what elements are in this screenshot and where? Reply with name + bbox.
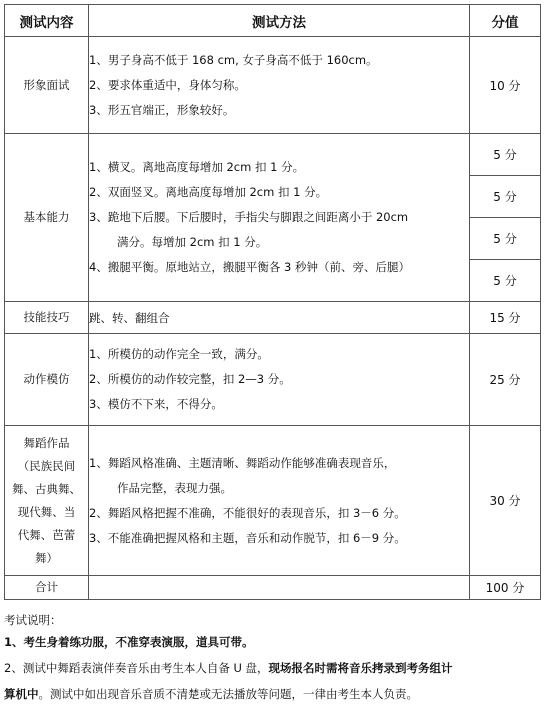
header-item: 测试内容 (5, 5, 89, 37)
item-dance (5, 426, 89, 576)
score-basic-1: 5 分 (470, 134, 541, 176)
method-line: 2、舞蹈风格把握不准确，不能很好的表现音乐，扣 3－6 分。 (89, 505, 406, 520)
score-table (4, 4, 541, 600)
item-dance-line: 舞） (35, 550, 58, 565)
method-line: 3、模仿不下来，不得分。 (89, 397, 223, 411)
row-appearance (5, 37, 541, 134)
method-skills: 跳、转、翻组合 (89, 302, 470, 334)
method-imitation (89, 334, 470, 426)
row-basic (5, 134, 541, 176)
score-basic-2: 5 分 (470, 176, 541, 218)
notes-line-3 (4, 681, 544, 707)
item-dance-line: （民族民间 (17, 458, 76, 473)
method-line: 作品完整，表现力强。 (117, 480, 232, 495)
item-basic: 基本能力 (5, 134, 89, 302)
method-line: 2、所模仿的动作较完整，扣 2—3 分。 (89, 372, 291, 386)
notes-title: 考试说明： (4, 613, 62, 627)
item-dance-line: 舞蹈作品 (23, 435, 70, 450)
method-line: 2、双面竖叉。离地高度每增加 2cm 扣 1 分。 (89, 185, 328, 199)
method-line: 3、跪地下后腰。下后腰时，手指尖与脚跟之间距离小于 20cm (89, 210, 409, 224)
item-dance-line: 舞、古典舞、 (12, 481, 81, 496)
header-score: 分值 (470, 5, 541, 37)
item-appearance: 形象面试 (5, 37, 89, 134)
method-line: 1、所模仿的动作完全一致，满分。 (89, 347, 269, 361)
notes-line-3-bold: 算机中 (4, 687, 39, 701)
method-line: 1、男子身高不低于 168 cm, 女子身高不低于 160cm。 (89, 52, 378, 67)
notes-line-3-plain: 。测试中如出现音乐音质不清楚或无法播放等问题，一律由考生本人负责。 (38, 687, 418, 701)
method-line: 1、舞蹈风格准确、主题清晰、舞蹈动作能够准确表现音乐， (89, 455, 396, 470)
header-row (5, 5, 541, 37)
row-imitation (5, 334, 541, 426)
exam-notes (4, 611, 544, 707)
row-skills (5, 302, 541, 334)
method-line: 1、横叉。离地高度每增加 2cm 扣 1 分。 (89, 160, 305, 174)
score-skills: 15 分 (470, 302, 541, 334)
row-total (5, 576, 541, 600)
score-basic-3: 5 分 (470, 218, 541, 260)
notes-line-2-plain: 2、测试中舞蹈表演伴奏音乐由考生本人自备 U 盘， (4, 661, 269, 675)
notes-line-1 (4, 629, 544, 655)
method-line: 4、搬腿平衡。原地站立，搬腿平衡各 3 秒钟（前、旁、后腿） (89, 260, 410, 274)
score-imitation: 25 分 (470, 334, 541, 426)
score-appearance: 10 分 (470, 37, 541, 134)
header-method: 测试方法 (89, 5, 470, 37)
item-total: 合计 (5, 576, 89, 600)
method-total (89, 576, 470, 600)
notes-line-2-bold: 现场报名时需将音乐拷录到考务组计 (268, 661, 453, 675)
method-dance (89, 426, 470, 576)
row-dance (5, 426, 541, 576)
score-total: 100 分 (470, 576, 541, 600)
method-line: 3、形五官端正，形象较好。 (89, 102, 235, 117)
method-basic (89, 134, 470, 302)
method-appearance (89, 37, 470, 134)
method-line: 3、不能准确把握风格和主题，音乐和动作脱节，扣 6－9 分。 (89, 530, 406, 545)
notes-line-1-text: 1、考生身着练功服，不准穿表演服，道具可带。 (4, 635, 254, 649)
item-imitation: 动作模仿 (5, 334, 89, 426)
item-dance-line: 现代舞、当 (17, 504, 76, 519)
notes-line-2 (4, 655, 544, 681)
score-dance: 30 分 (470, 426, 541, 576)
item-skills: 技能技巧 (5, 302, 89, 334)
score-basic-4: 5 分 (470, 260, 541, 302)
item-dance-line: 代舞、芭蕾 (17, 527, 76, 542)
method-line: 满分。每增加 2cm 扣 1 分。 (117, 235, 268, 249)
method-line: 2、要求体重适中，身体匀称。 (89, 77, 246, 92)
